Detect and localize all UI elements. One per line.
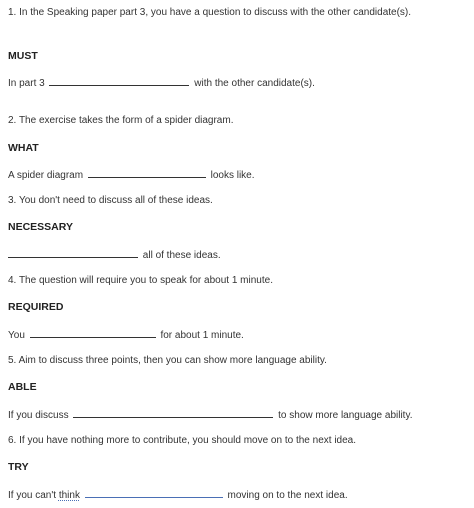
gap-4-blank[interactable] [30,328,156,338]
gap-2-before: A spider diagram [8,170,84,181]
gap-sentence-3 [8,248,221,262]
gap-4-before: You [8,330,25,341]
gap-5-blank[interactable] [73,408,273,418]
gap-3-after: all of these ideas. [142,250,221,261]
question-6: 6. If you have nothing more to contribute, you should move on to the next idea. [8,435,356,446]
gap-4-after: for about 1 minute. [160,330,244,341]
question-3: 3. You don't need to discuss all of these ideas. [8,195,213,206]
gap-1-before: In part 3 [8,78,45,89]
gap-sentence-6 [8,488,348,502]
gap-3-blank[interactable] [8,248,138,258]
gap-sentence-5 [8,408,413,422]
gap-1-blank[interactable] [49,76,189,86]
question-4: 4. The question will require you to speak for about 1 minute. [8,275,273,286]
keyword-6: TRY [8,461,29,473]
question-5: 5. Aim to discuss three points, then you can show more language ability. [8,355,327,366]
question-1: 1. In the Speaking paper part 3, you have a question to discuss with the other candidate(s). [8,7,412,18]
keyword-5: ABLE [8,381,37,393]
keyword-4: REQUIRED [8,301,64,313]
gap-6-blank[interactable] [85,488,223,498]
gap-1-after: with the other candidate(s). [194,78,315,89]
keyword-2: WHAT [8,142,39,154]
gap-sentence-1 [8,76,315,90]
gap-2-blank[interactable] [88,168,206,178]
keyword-1: MUST [8,50,38,62]
gap-6-marked-word: think [58,490,80,501]
gap-6-after: moving on to the next idea. [227,490,348,501]
gap-6-before: If you can't [8,490,57,501]
gap-2-after: looks like. [210,170,255,181]
question-2: 2. The exercise takes the form of a spider diagram. [8,115,234,126]
gap-sentence-2 [8,168,255,182]
gap-5-before: If you discuss [8,410,69,421]
gap-5-after: to show more language ability. [278,410,413,421]
keyword-3: NECESSARY [8,221,73,233]
gap-sentence-4 [8,328,244,342]
